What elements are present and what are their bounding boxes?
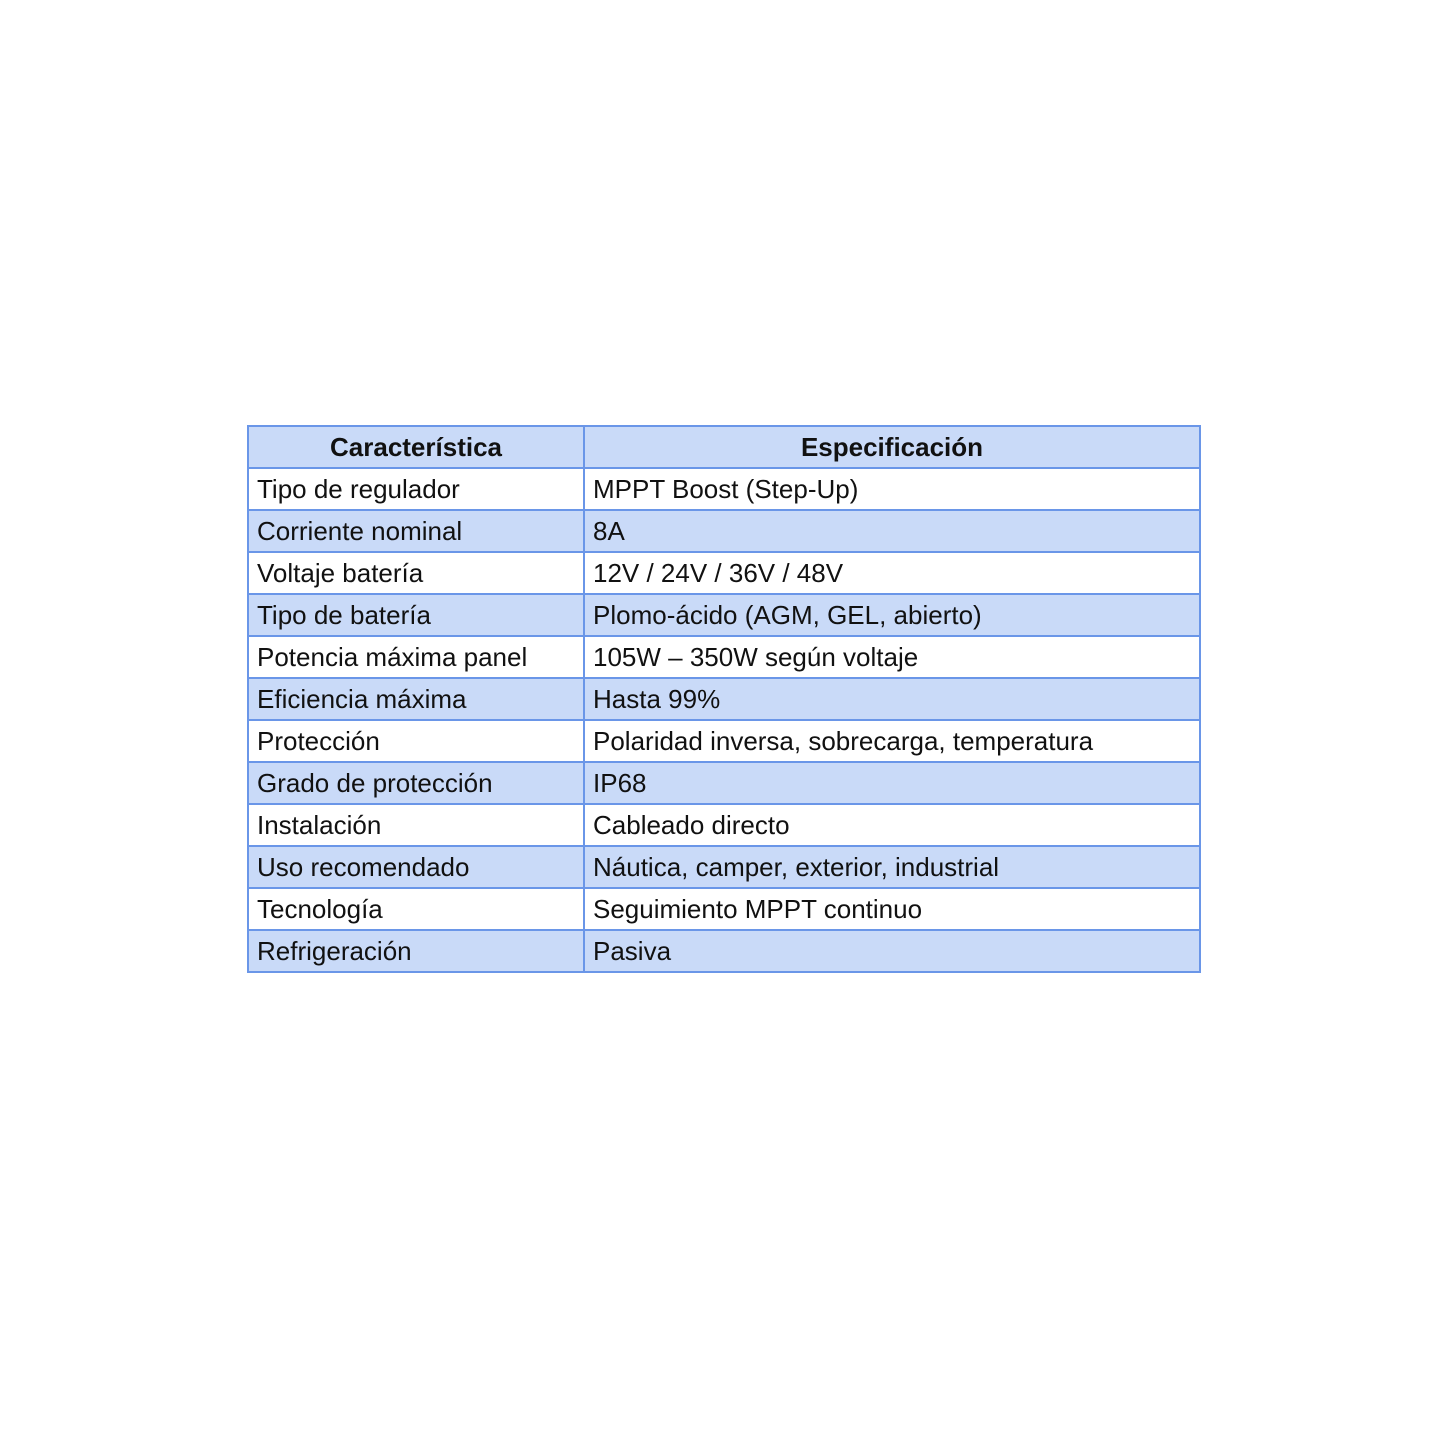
- header-especificacion: Especificación: [584, 426, 1200, 468]
- feature-cell: Potencia máxima panel: [248, 636, 584, 678]
- spec-cell: Polaridad inversa, sobrecarga, temperatura: [584, 720, 1200, 762]
- table-row: [248, 552, 1200, 594]
- table-row: [248, 510, 1200, 552]
- spec-cell: 8A: [584, 510, 1200, 552]
- spec-cell: 12V / 24V / 36V / 48V: [584, 552, 1200, 594]
- feature-cell: Instalación: [248, 804, 584, 846]
- spec-cell: Hasta 99%: [584, 678, 1200, 720]
- table-row: [248, 678, 1200, 720]
- table-row: [248, 468, 1200, 510]
- spec-cell: MPPT Boost (Step-Up): [584, 468, 1200, 510]
- spec-cell: Cableado directo: [584, 804, 1200, 846]
- feature-cell: Tipo de batería: [248, 594, 584, 636]
- feature-cell: Eficiencia máxima: [248, 678, 584, 720]
- spec-cell: 105W – 350W según voltaje: [584, 636, 1200, 678]
- feature-cell: Protección: [248, 720, 584, 762]
- table-row: [248, 846, 1200, 888]
- feature-cell: Tecnología: [248, 888, 584, 930]
- spec-cell: Seguimiento MPPT continuo: [584, 888, 1200, 930]
- table-row: [248, 804, 1200, 846]
- spec-cell: Plomo-ácido (AGM, GEL, abierto): [584, 594, 1200, 636]
- feature-cell: Voltaje batería: [248, 552, 584, 594]
- table-row: [248, 762, 1200, 804]
- header-caracteristica: Característica: [248, 426, 584, 468]
- table-row: [248, 888, 1200, 930]
- spec-cell: Pasiva: [584, 930, 1200, 972]
- table-row: [248, 636, 1200, 678]
- feature-cell: Corriente nominal: [248, 510, 584, 552]
- feature-cell: Tipo de regulador: [248, 468, 584, 510]
- feature-cell: Grado de protección: [248, 762, 584, 804]
- table-row: [248, 720, 1200, 762]
- spec-table: [247, 425, 1201, 973]
- spec-cell: Náutica, camper, exterior, industrial: [584, 846, 1200, 888]
- table-row: [248, 594, 1200, 636]
- feature-cell: Refrigeración: [248, 930, 584, 972]
- feature-cell: Uso recomendado: [248, 846, 584, 888]
- spec-cell: IP68: [584, 762, 1200, 804]
- table-row: [248, 930, 1200, 972]
- header-row: [248, 426, 1200, 468]
